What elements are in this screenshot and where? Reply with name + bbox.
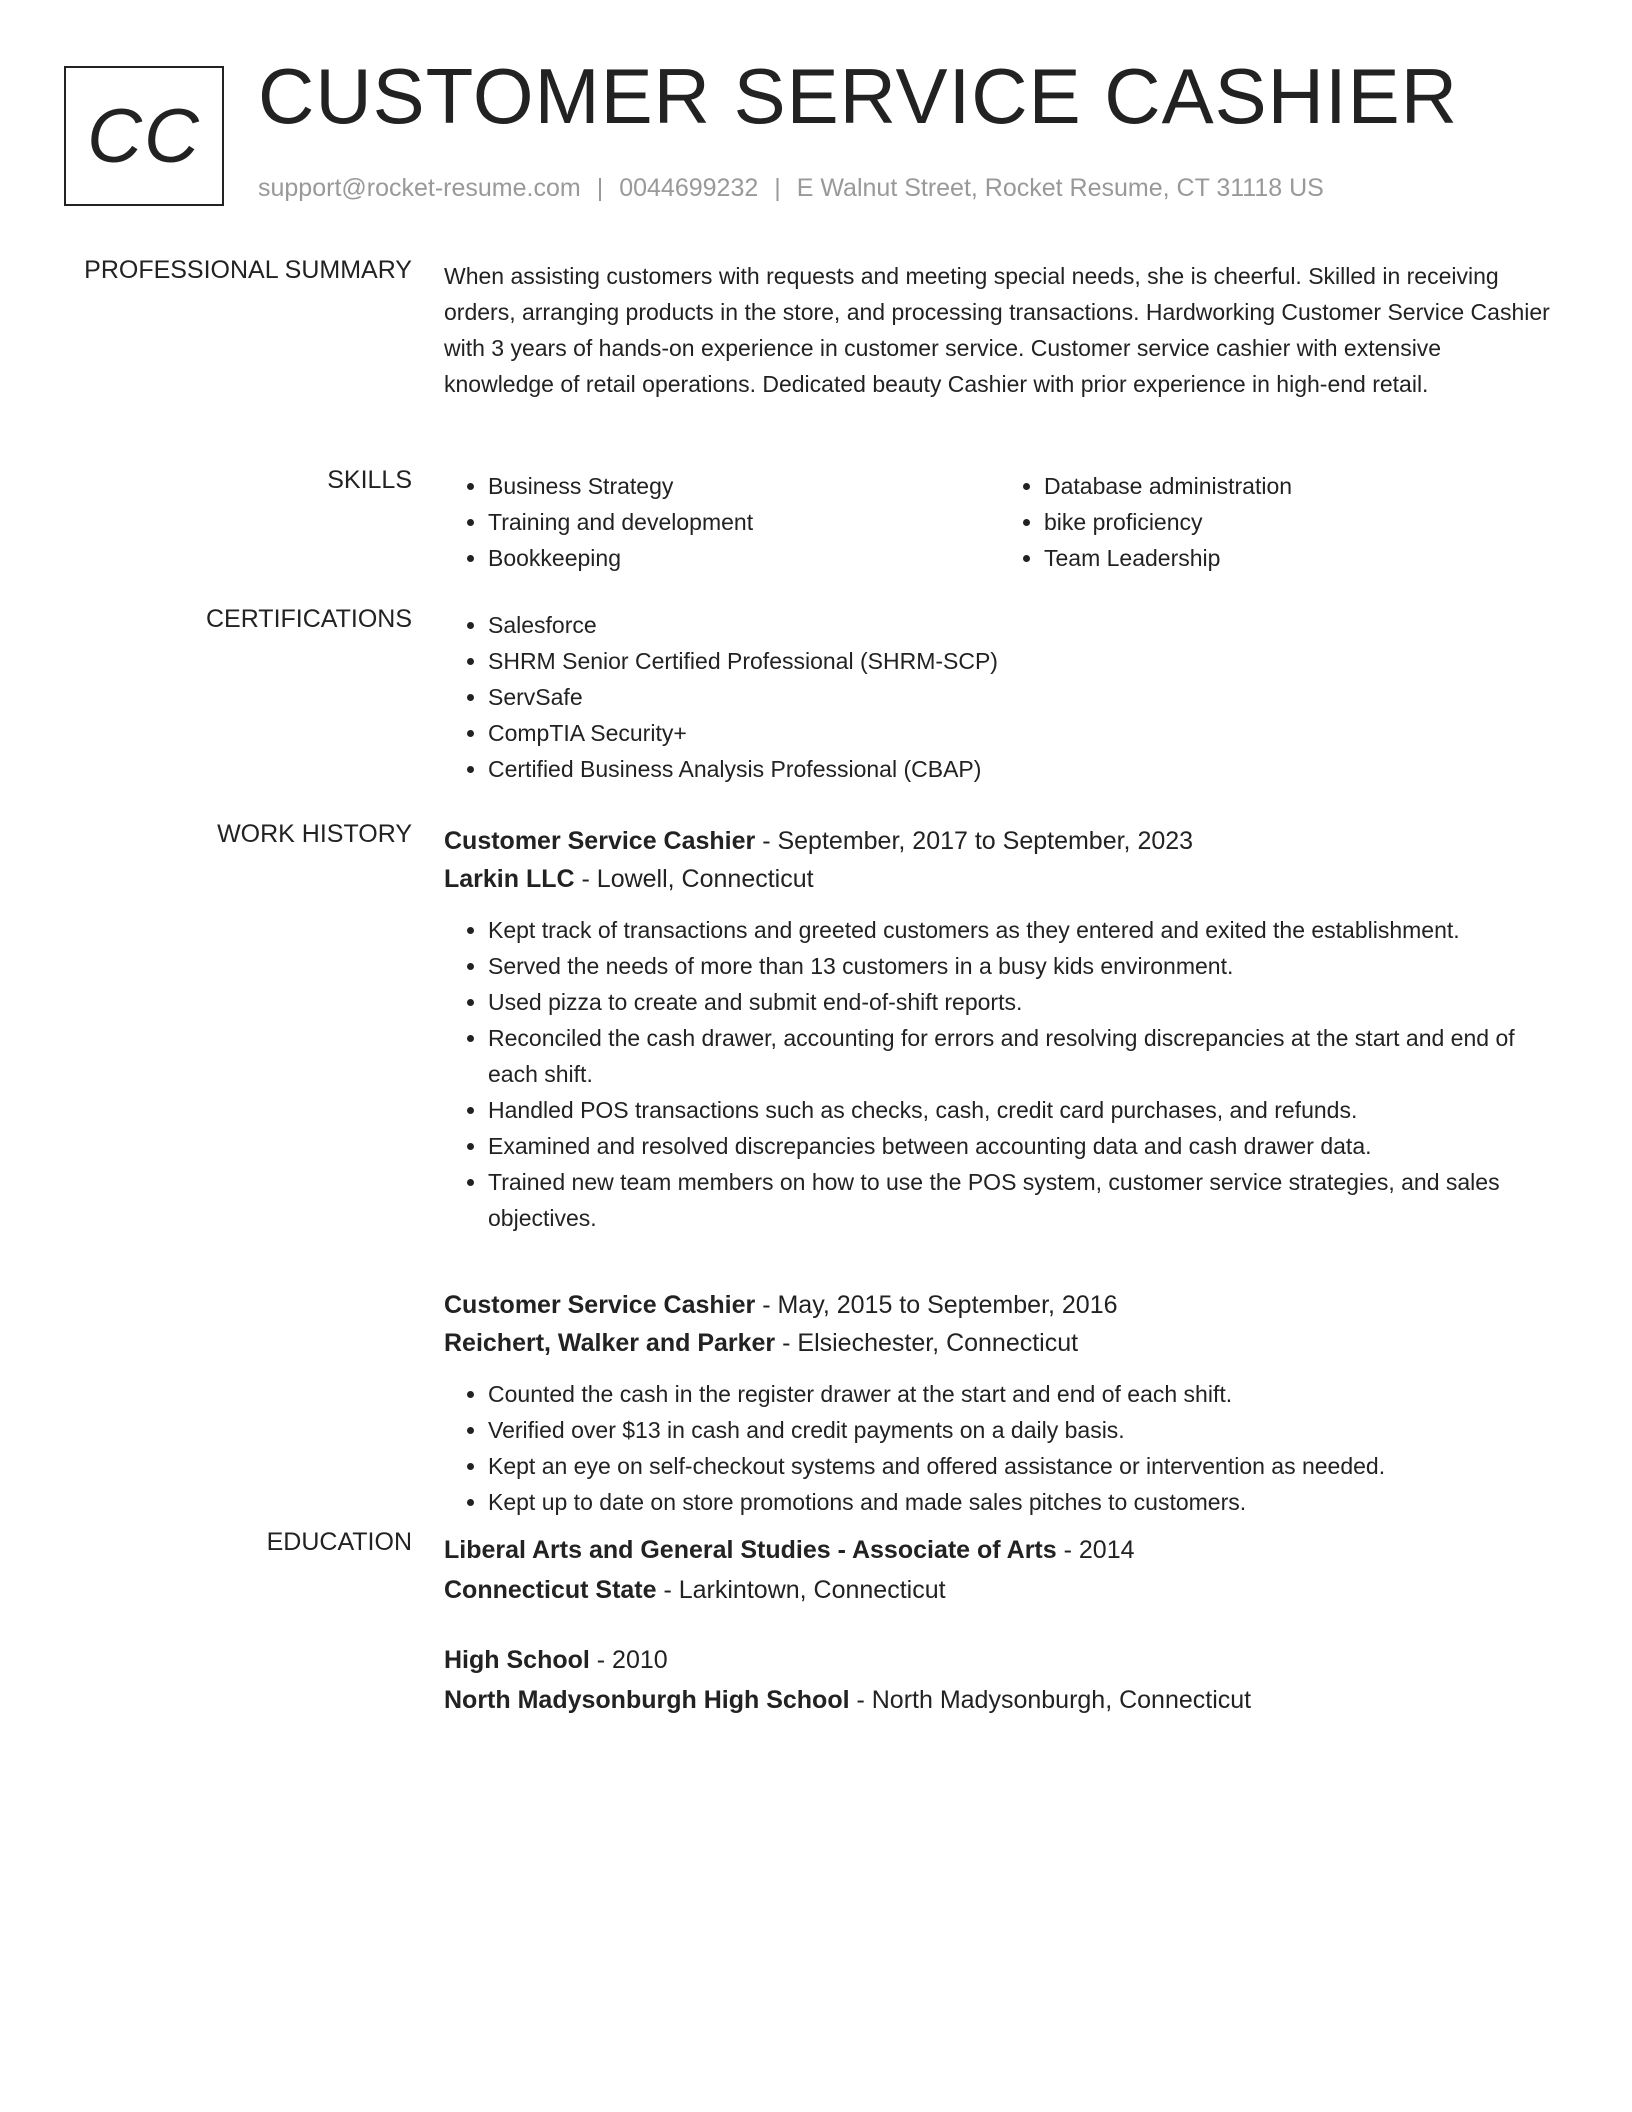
job-bullet: • Examined and resolved discrepancies between accounting data and cash drawer data. xyxy=(488,1128,1556,1164)
separator: | xyxy=(774,174,781,202)
education-year: - 2014 xyxy=(1056,1536,1135,1564)
job-dates: - September, 2017 to September, 2023 xyxy=(755,827,1194,855)
job-bullet: • Kept track of transactions and greeted customers as they entered and exited the establishment. xyxy=(488,912,1556,948)
education-year: - 2010 xyxy=(589,1646,668,1674)
job-bullet: • Reconciled the cash drawer, accounting for errors and resolving discrepancies at the start and end of each shift. xyxy=(488,1020,1556,1092)
skills-column-1 xyxy=(444,468,1000,576)
education-school: Connecticut State xyxy=(444,1576,657,1604)
job-bullet: • Handled POS transactions such as checks, cash, credit card purchases, and refunds. xyxy=(488,1092,1556,1128)
summary-text: When assisting customers with requests and meeting special needs, she is cheerful. Skilled in receiving orders, arranging products in the store, and processing transactions. Hardworking Customer Service Cashier with 3 years of hands-on experience in customer service. Customer service cashier with extensive knowledge of retail operations. Dedicated beauty Cashier with prior experience in high-end retail. xyxy=(444,263,1550,397)
job-dates: - May, 2015 to September, 2016 xyxy=(755,1291,1118,1319)
skill-item: • Training and development xyxy=(488,504,1000,540)
job-bullet: • Used pizza to create and submit end-of-shift reports. xyxy=(488,984,1556,1020)
job-company-line xyxy=(444,860,1556,898)
job-company: Larkin LLC xyxy=(444,865,575,893)
job-entry xyxy=(444,822,1556,1236)
email-text: support@rocket-resume.com xyxy=(258,174,581,202)
education-location: - Larkintown, Connecticut xyxy=(656,1576,946,1604)
job-bullet: • Served the needs of more than 13 customers in a busy kids environment. xyxy=(488,948,1556,984)
work-history-list xyxy=(444,822,1556,1570)
certification-item: • ServSafe xyxy=(488,679,1556,715)
skill-item: • Bookkeeping xyxy=(488,540,1000,576)
certification-item: • Certified Business Analysis Professional (CBAP) xyxy=(488,751,1556,787)
separator: | xyxy=(596,174,604,202)
job-title-line xyxy=(444,1286,1556,1324)
certification-item: • Salesforce xyxy=(488,607,1556,643)
education-degree: High School xyxy=(444,1646,590,1674)
certification-item: • SHRM Senior Certified Professional (SHRM-SCP) xyxy=(488,643,1556,679)
skills-column-2 xyxy=(1000,468,1556,576)
certifications-label: CERTIFICATIONS xyxy=(205,605,412,633)
education-school-line xyxy=(444,1680,1556,1720)
skills-label: SKILLS xyxy=(327,466,412,494)
education-entry xyxy=(444,1640,1556,1720)
education-degree: Liberal Arts and General Studies - Associate of Arts xyxy=(444,1536,1057,1564)
job-bullets xyxy=(444,1376,1556,1520)
skill-item: • Database administration xyxy=(1044,468,1556,504)
resume-name: CUSTOMER SERVICE CASHIER xyxy=(258,52,1459,140)
education-entry xyxy=(444,1530,1556,1610)
job-entry xyxy=(444,1286,1556,1520)
education-school: North Madysonburgh High School xyxy=(444,1686,850,1714)
job-bullet: • Trained new team members on how to use the POS system, customer service strategies, and sales objectives. xyxy=(488,1164,1556,1236)
job-company: Reichert, Walker and Parker xyxy=(444,1329,776,1357)
skill-item: • bike proficiency xyxy=(1044,504,1556,540)
education-label: EDUCATION xyxy=(266,1528,412,1556)
address-text: E Walnut Street, Rocket Resume, CT 31118 US xyxy=(796,174,1324,202)
certifications-list xyxy=(444,607,1556,787)
education-degree-line xyxy=(444,1530,1556,1570)
education-degree-line xyxy=(444,1640,1556,1680)
job-bullet: • Counted the cash in the register drawer at the start and end of each shift. xyxy=(488,1376,1556,1412)
job-bullet: • Kept up to date on store promotions and made sales pitches to customers. xyxy=(488,1484,1556,1520)
job-location: - Lowell, Connecticut xyxy=(574,865,814,893)
education-school-line xyxy=(444,1570,1556,1610)
job-title-line xyxy=(444,822,1556,860)
certification-item: • CompTIA Security+ xyxy=(488,715,1556,751)
education-location: - North Madysonburgh, Connecticut xyxy=(849,1686,1252,1714)
job-bullet: • Verified over $13 in cash and credit payments on a daily basis. xyxy=(488,1412,1556,1448)
summary-label: PROFESSIONAL SUMMARY xyxy=(84,256,412,284)
skill-item: • Team Leadership xyxy=(1044,540,1556,576)
monogram-badge: CC xyxy=(64,66,224,206)
job-bullets xyxy=(444,912,1556,1236)
phone-text: 0044699232 xyxy=(619,174,759,202)
job-bullet: • Kept an eye on self-checkout systems and offered assistance or intervention as needed. xyxy=(488,1448,1556,1484)
job-company-line xyxy=(444,1324,1556,1362)
work-history-label: WORK HISTORY xyxy=(217,820,412,848)
skill-item: • Business Strategy xyxy=(488,468,1000,504)
job-location: - Elsiechester, Connecticut xyxy=(775,1329,1079,1357)
job-title: Customer Service Cashier xyxy=(444,1291,756,1319)
education-list xyxy=(444,1530,1556,1750)
contact-line xyxy=(258,174,1324,203)
skills-list xyxy=(444,468,1556,576)
job-title: Customer Service Cashier xyxy=(444,827,756,855)
